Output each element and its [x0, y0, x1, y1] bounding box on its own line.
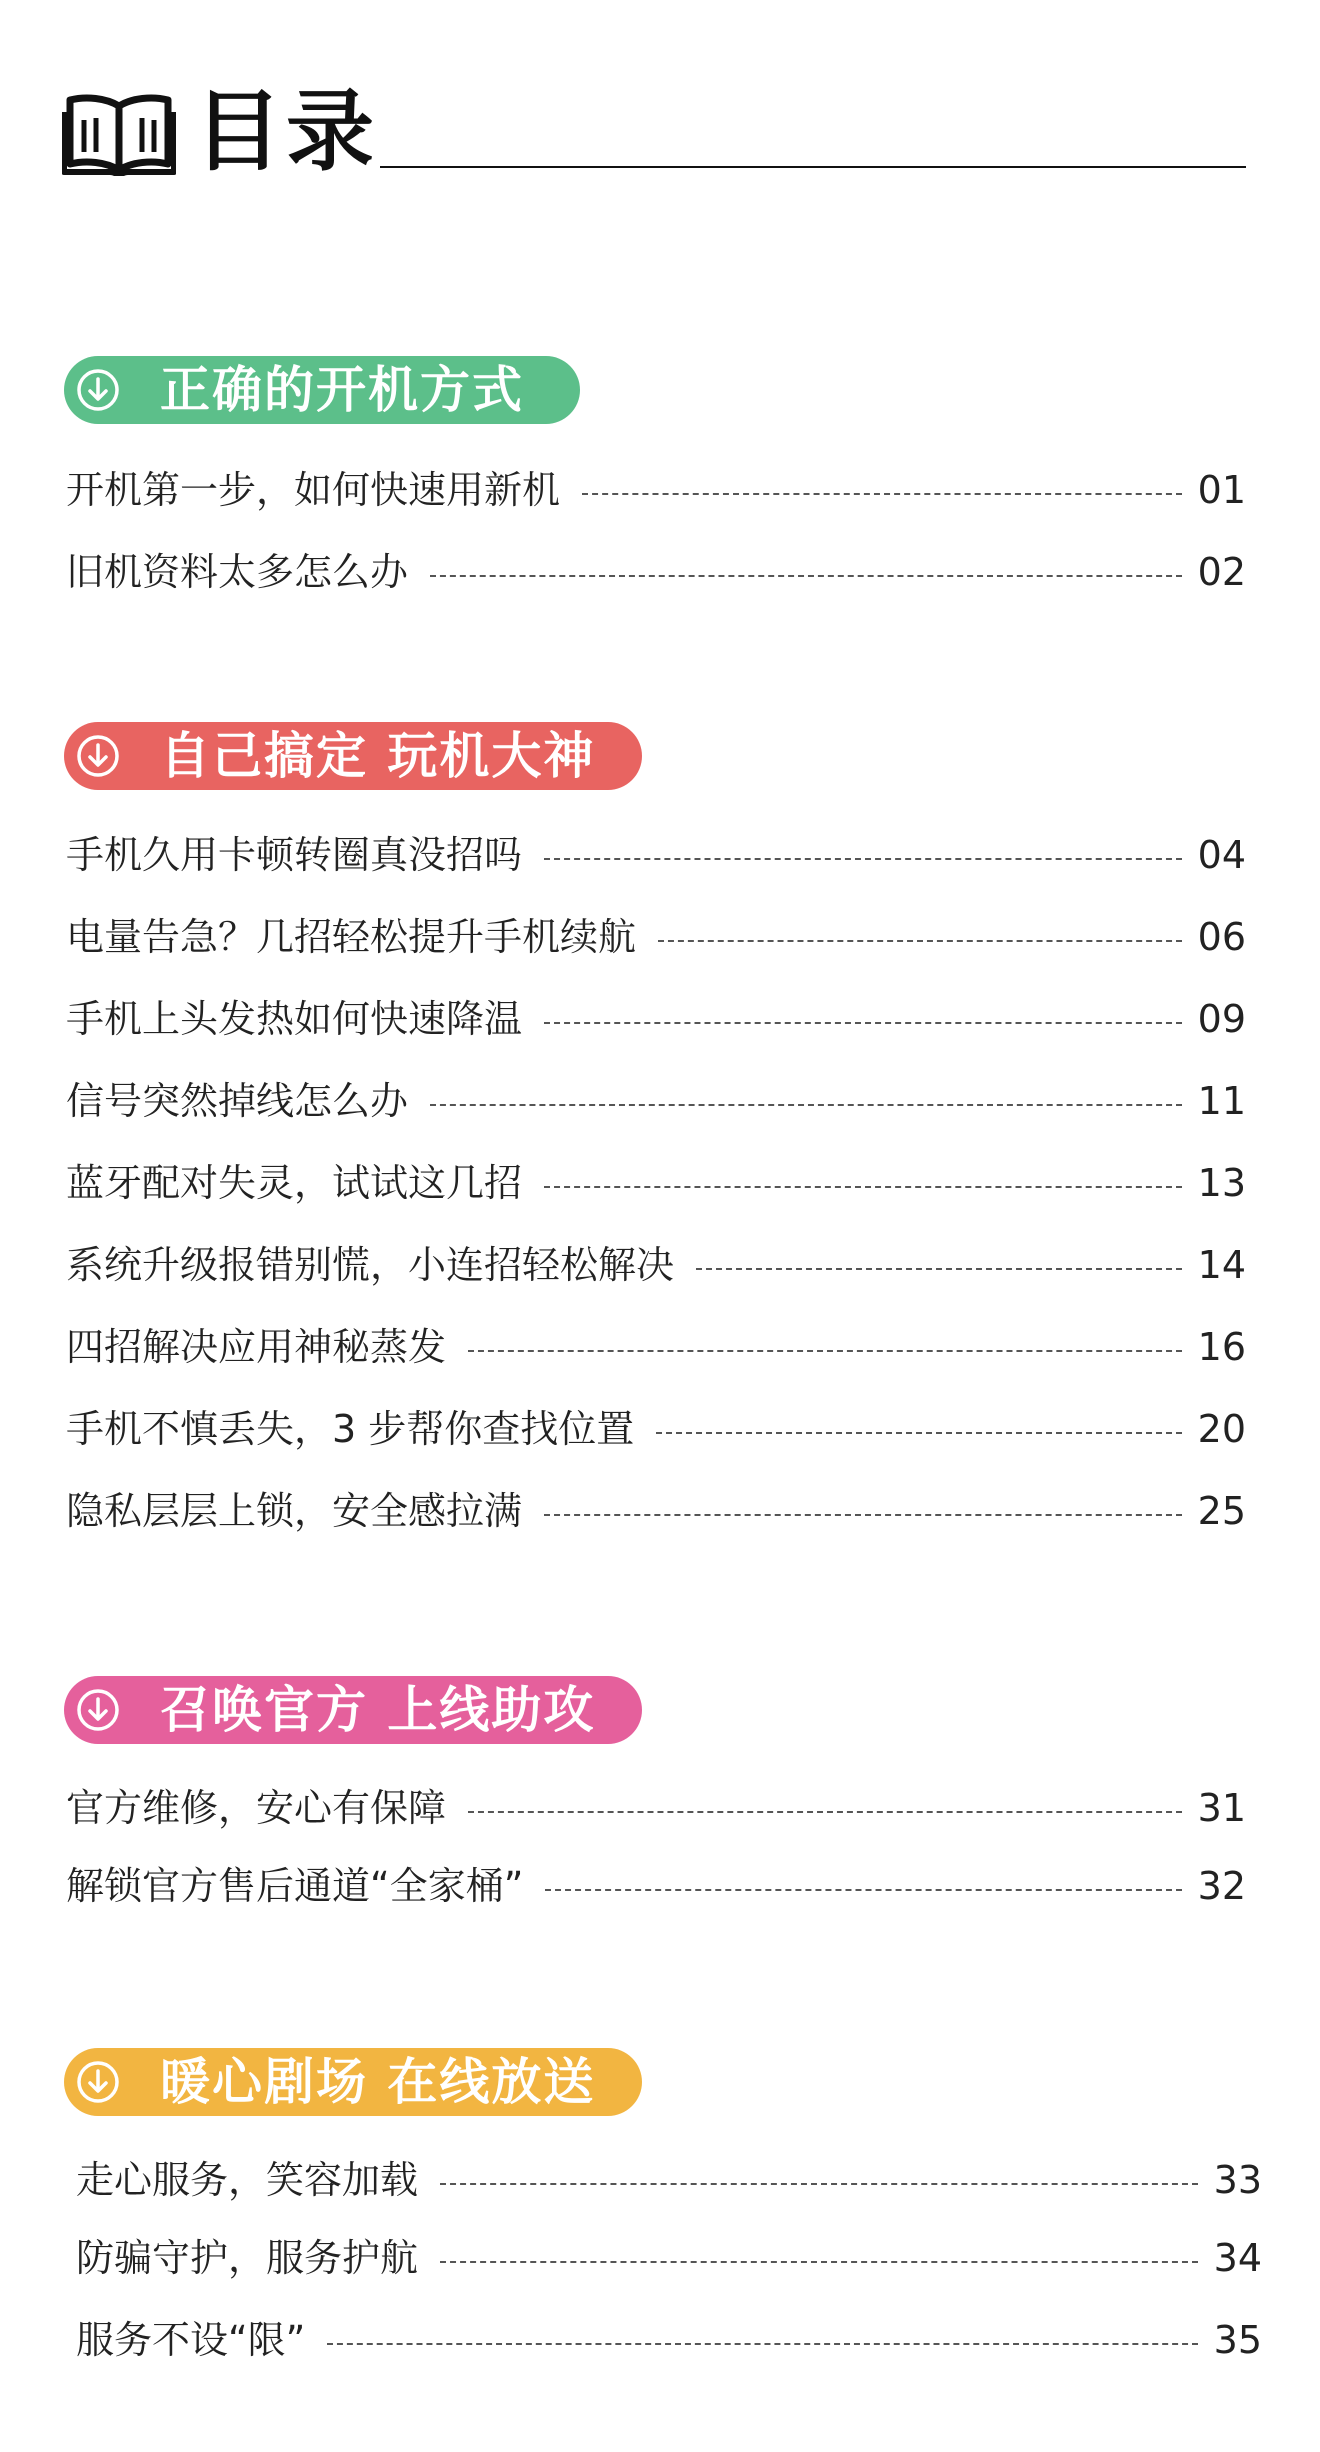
section-heading: [64, 722, 642, 790]
entry-title: 旧机资料太多怎么办: [66, 550, 409, 594]
title-divider: [380, 166, 1246, 168]
toc-entry[interactable]: [66, 1073, 1246, 1129]
page-title: 目录: [194, 80, 379, 183]
entry-page-number: 13: [1197, 1161, 1246, 1205]
section-title: 召唤官方 上线助攻: [160, 1681, 596, 1739]
section-title: 暖心剧场 在线放送: [160, 2053, 596, 2111]
entry-title: 官方维修，安心有保障: [66, 1786, 447, 1830]
entry-page-number: 04: [1197, 833, 1246, 877]
entry-page-number: 06: [1197, 915, 1246, 959]
section-title: 自己搞定 玩机大神: [160, 727, 596, 785]
entry-title: 手机上头发热如何快速降温: [66, 997, 523, 1041]
toc-entry[interactable]: [76, 2152, 1262, 2208]
dotted-leader: [430, 575, 1182, 577]
entry-page-number: 14: [1197, 1243, 1246, 1287]
dotted-leader: [545, 1889, 1182, 1891]
entry-page-number: 33: [1213, 2158, 1262, 2202]
dotted-leader: [656, 1432, 1182, 1434]
dotted-leader: [468, 1350, 1182, 1352]
open-book-icon: [62, 92, 176, 176]
toc-header: [62, 80, 1262, 186]
dotted-leader: [544, 1186, 1182, 1188]
entry-title: 防骗守护，服务护航: [76, 2236, 419, 2280]
dotted-leader: [430, 1104, 1182, 1106]
section-heading: [64, 356, 580, 424]
dotted-leader: [582, 493, 1182, 495]
entry-title: 蓝牙配对失灵，试试这几招: [66, 1161, 523, 1205]
entry-title: 四招解决应用神秘蒸发: [66, 1325, 447, 1369]
entry-title: 走心服务，笑容加载: [76, 2158, 419, 2202]
entry-page-number: 20: [1197, 1407, 1246, 1451]
arrow-down-circle-icon: [76, 1688, 120, 1732]
dotted-leader: [327, 2343, 1198, 2345]
toc-entry[interactable]: [66, 909, 1246, 965]
arrow-down-circle-icon: [76, 368, 120, 412]
arrow-down-circle-icon: [76, 2060, 120, 2104]
entry-title: 服务不设“限”: [76, 2318, 306, 2362]
dotted-leader: [468, 1811, 1182, 1813]
toc-entry[interactable]: [66, 1483, 1246, 1539]
entry-page-number: 01: [1197, 468, 1246, 512]
entry-page-number: 02: [1197, 550, 1246, 594]
entry-page-number: 25: [1197, 1489, 1246, 1533]
entry-page-number: 35: [1213, 2318, 1262, 2362]
dotted-leader: [544, 858, 1182, 860]
entry-title: 手机久用卡顿转圈真没招吗: [66, 833, 523, 877]
entry-title: 电量告急？几招轻松提升手机续航: [66, 915, 637, 959]
entry-title: 隐私层层上锁，安全感拉满: [66, 1489, 523, 1533]
entry-page-number: 11: [1197, 1079, 1246, 1123]
entry-page-number: 32: [1197, 1864, 1246, 1908]
toc-entry[interactable]: [66, 1780, 1246, 1836]
toc-entry[interactable]: [66, 1319, 1246, 1375]
entry-page-number: 16: [1197, 1325, 1246, 1369]
entry-title: 开机第一步，如何快速用新机: [66, 468, 561, 512]
toc-entry[interactable]: [66, 1858, 1246, 1914]
dotted-leader: [440, 2261, 1198, 2263]
entry-page-number: 34: [1213, 2236, 1262, 2280]
entry-title: 解锁官方售后通道“全家桶”: [66, 1864, 524, 1908]
section-heading: [64, 1676, 642, 1744]
section-title: 正确的开机方式: [160, 361, 524, 419]
entry-page-number: 09: [1197, 997, 1246, 1041]
section-heading: [64, 2048, 642, 2116]
toc-entry[interactable]: [66, 462, 1246, 518]
entry-title: 信号突然掉线怎么办: [66, 1079, 409, 1123]
toc-entry[interactable]: [66, 544, 1246, 600]
toc-entry[interactable]: [66, 1155, 1246, 1211]
toc-entry[interactable]: [76, 2312, 1262, 2368]
toc-entry[interactable]: [66, 1237, 1246, 1293]
dotted-leader: [658, 940, 1182, 942]
dotted-leader: [440, 2183, 1198, 2185]
toc-entry[interactable]: [76, 2230, 1262, 2286]
toc-entry[interactable]: [66, 991, 1246, 1047]
dotted-leader: [696, 1268, 1182, 1270]
dotted-leader: [544, 1514, 1182, 1516]
toc-entry[interactable]: [66, 1401, 1246, 1457]
arrow-down-circle-icon: [76, 734, 120, 778]
toc-entry[interactable]: [66, 827, 1246, 883]
entry-title: 系统升级报错别慌，小连招轻松解决: [66, 1243, 675, 1287]
entry-page-number: 31: [1197, 1786, 1246, 1830]
entry-title: 手机不慎丢失，3 步帮你查找位置: [66, 1407, 635, 1451]
dotted-leader: [544, 1022, 1182, 1024]
